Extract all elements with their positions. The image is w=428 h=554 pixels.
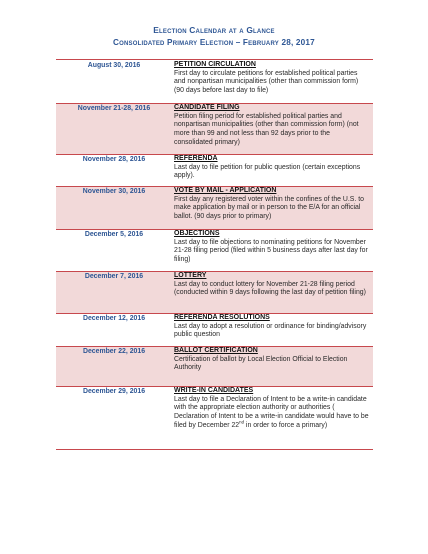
document-subtitle: Consolidated Primary Election – February 28, 2017 bbox=[113, 37, 315, 47]
calendar-row-lottery bbox=[56, 272, 373, 314]
row-description bbox=[172, 272, 373, 313]
row-text bbox=[174, 396, 369, 431]
ordinal-suffix: nd bbox=[239, 419, 245, 425]
row-text: Certification of ballot by Local Election Official to Election Authority bbox=[174, 355, 348, 372]
election-calendar-table bbox=[56, 61, 373, 450]
row-text: Petition filing period for established political parties and nonpartisan municipalities (other than commission form) (not more than 99 and not less than 92 days prior to the consolidated primary) bbox=[174, 112, 359, 146]
row-description bbox=[172, 230, 373, 271]
row-date: November 30, 2016 bbox=[82, 188, 146, 195]
row-description bbox=[172, 187, 373, 229]
row-text: First day to circulate petitions for established political parties and nonpartisan municipalities (other than commission form) (90 days before last day to file) bbox=[174, 69, 359, 94]
calendar-row-ballot-certification bbox=[56, 347, 373, 387]
row-text: Last day to conduct lottery for November 21-28 filing period (conducted within 9 days following the last day of petition filing) bbox=[174, 280, 366, 297]
row-text: Last day to file petition for public question (certain exceptions apply). bbox=[174, 163, 361, 180]
row-date: December 12, 2016 bbox=[82, 315, 146, 322]
row-title: CANDIDATE FILING bbox=[174, 104, 240, 111]
row-description bbox=[172, 155, 373, 186]
row-description bbox=[172, 314, 373, 346]
row-title: PETITION CIRCULATION bbox=[174, 61, 256, 68]
row-text: First day any registered voter within the confines of the U.S. to make application by mail or in person to the E/A for an official ballot. (90 days prior to primary) bbox=[174, 195, 364, 220]
row-title: OBJECTIONS bbox=[174, 230, 220, 237]
calendar-row-petition-circulation bbox=[56, 61, 373, 104]
row-description bbox=[172, 387, 373, 449]
row-date: December 5, 2016 bbox=[84, 231, 144, 238]
calendar-row-objections bbox=[56, 230, 373, 272]
calendar-row-write-in-candidates bbox=[56, 387, 373, 450]
row-date: December 7, 2016 bbox=[84, 273, 144, 280]
row-description bbox=[172, 347, 373, 386]
document-header bbox=[0, 0, 428, 48]
row-title: VOTE BY MAIL - APPLICATION bbox=[174, 187, 277, 194]
row-date: November 28, 2016 bbox=[82, 156, 146, 163]
row-date: November 21-28, 2016 bbox=[77, 105, 151, 112]
calendar-row-candidate-filing bbox=[56, 104, 373, 155]
document-title: Election Calendar at a Glance bbox=[153, 25, 275, 35]
calendar-row-vote-by-mail-application bbox=[56, 187, 373, 230]
row-description bbox=[172, 61, 373, 103]
row-description bbox=[172, 104, 373, 154]
header-divider bbox=[56, 59, 373, 60]
row-date: December 22, 2016 bbox=[82, 348, 146, 355]
row-title: WRITE-IN CANDIDATES bbox=[174, 387, 254, 394]
row-text-end: in order to force a primary) bbox=[244, 421, 328, 429]
row-text: Last day to adopt a resolution or ordinance for binding/advisory public question bbox=[174, 322, 367, 339]
calendar-row-referenda bbox=[56, 155, 373, 187]
row-date: December 29, 2016 bbox=[82, 388, 146, 395]
row-title: REFERENDA bbox=[174, 155, 218, 162]
calendar-row-referenda-resolutions bbox=[56, 314, 373, 347]
row-text-main: Last day to file a Declaration of Intent to be a write-in candidate with the appropriate election authority or authorities ( Declaration of Intent to be a write-in candidate would have to be filed by December 22 bbox=[174, 395, 369, 429]
row-title: BALLOT CERTIFICATION bbox=[174, 347, 258, 354]
row-title: REFERENDA RESOLUTIONS bbox=[174, 314, 270, 321]
row-title: LOTTERY bbox=[174, 272, 207, 279]
row-date: August 30, 2016 bbox=[87, 62, 141, 69]
row-text: Last day to file objections to nominating petitions for November 21-28 filing period (filed within 5 business days after last day for filing) bbox=[174, 238, 368, 263]
